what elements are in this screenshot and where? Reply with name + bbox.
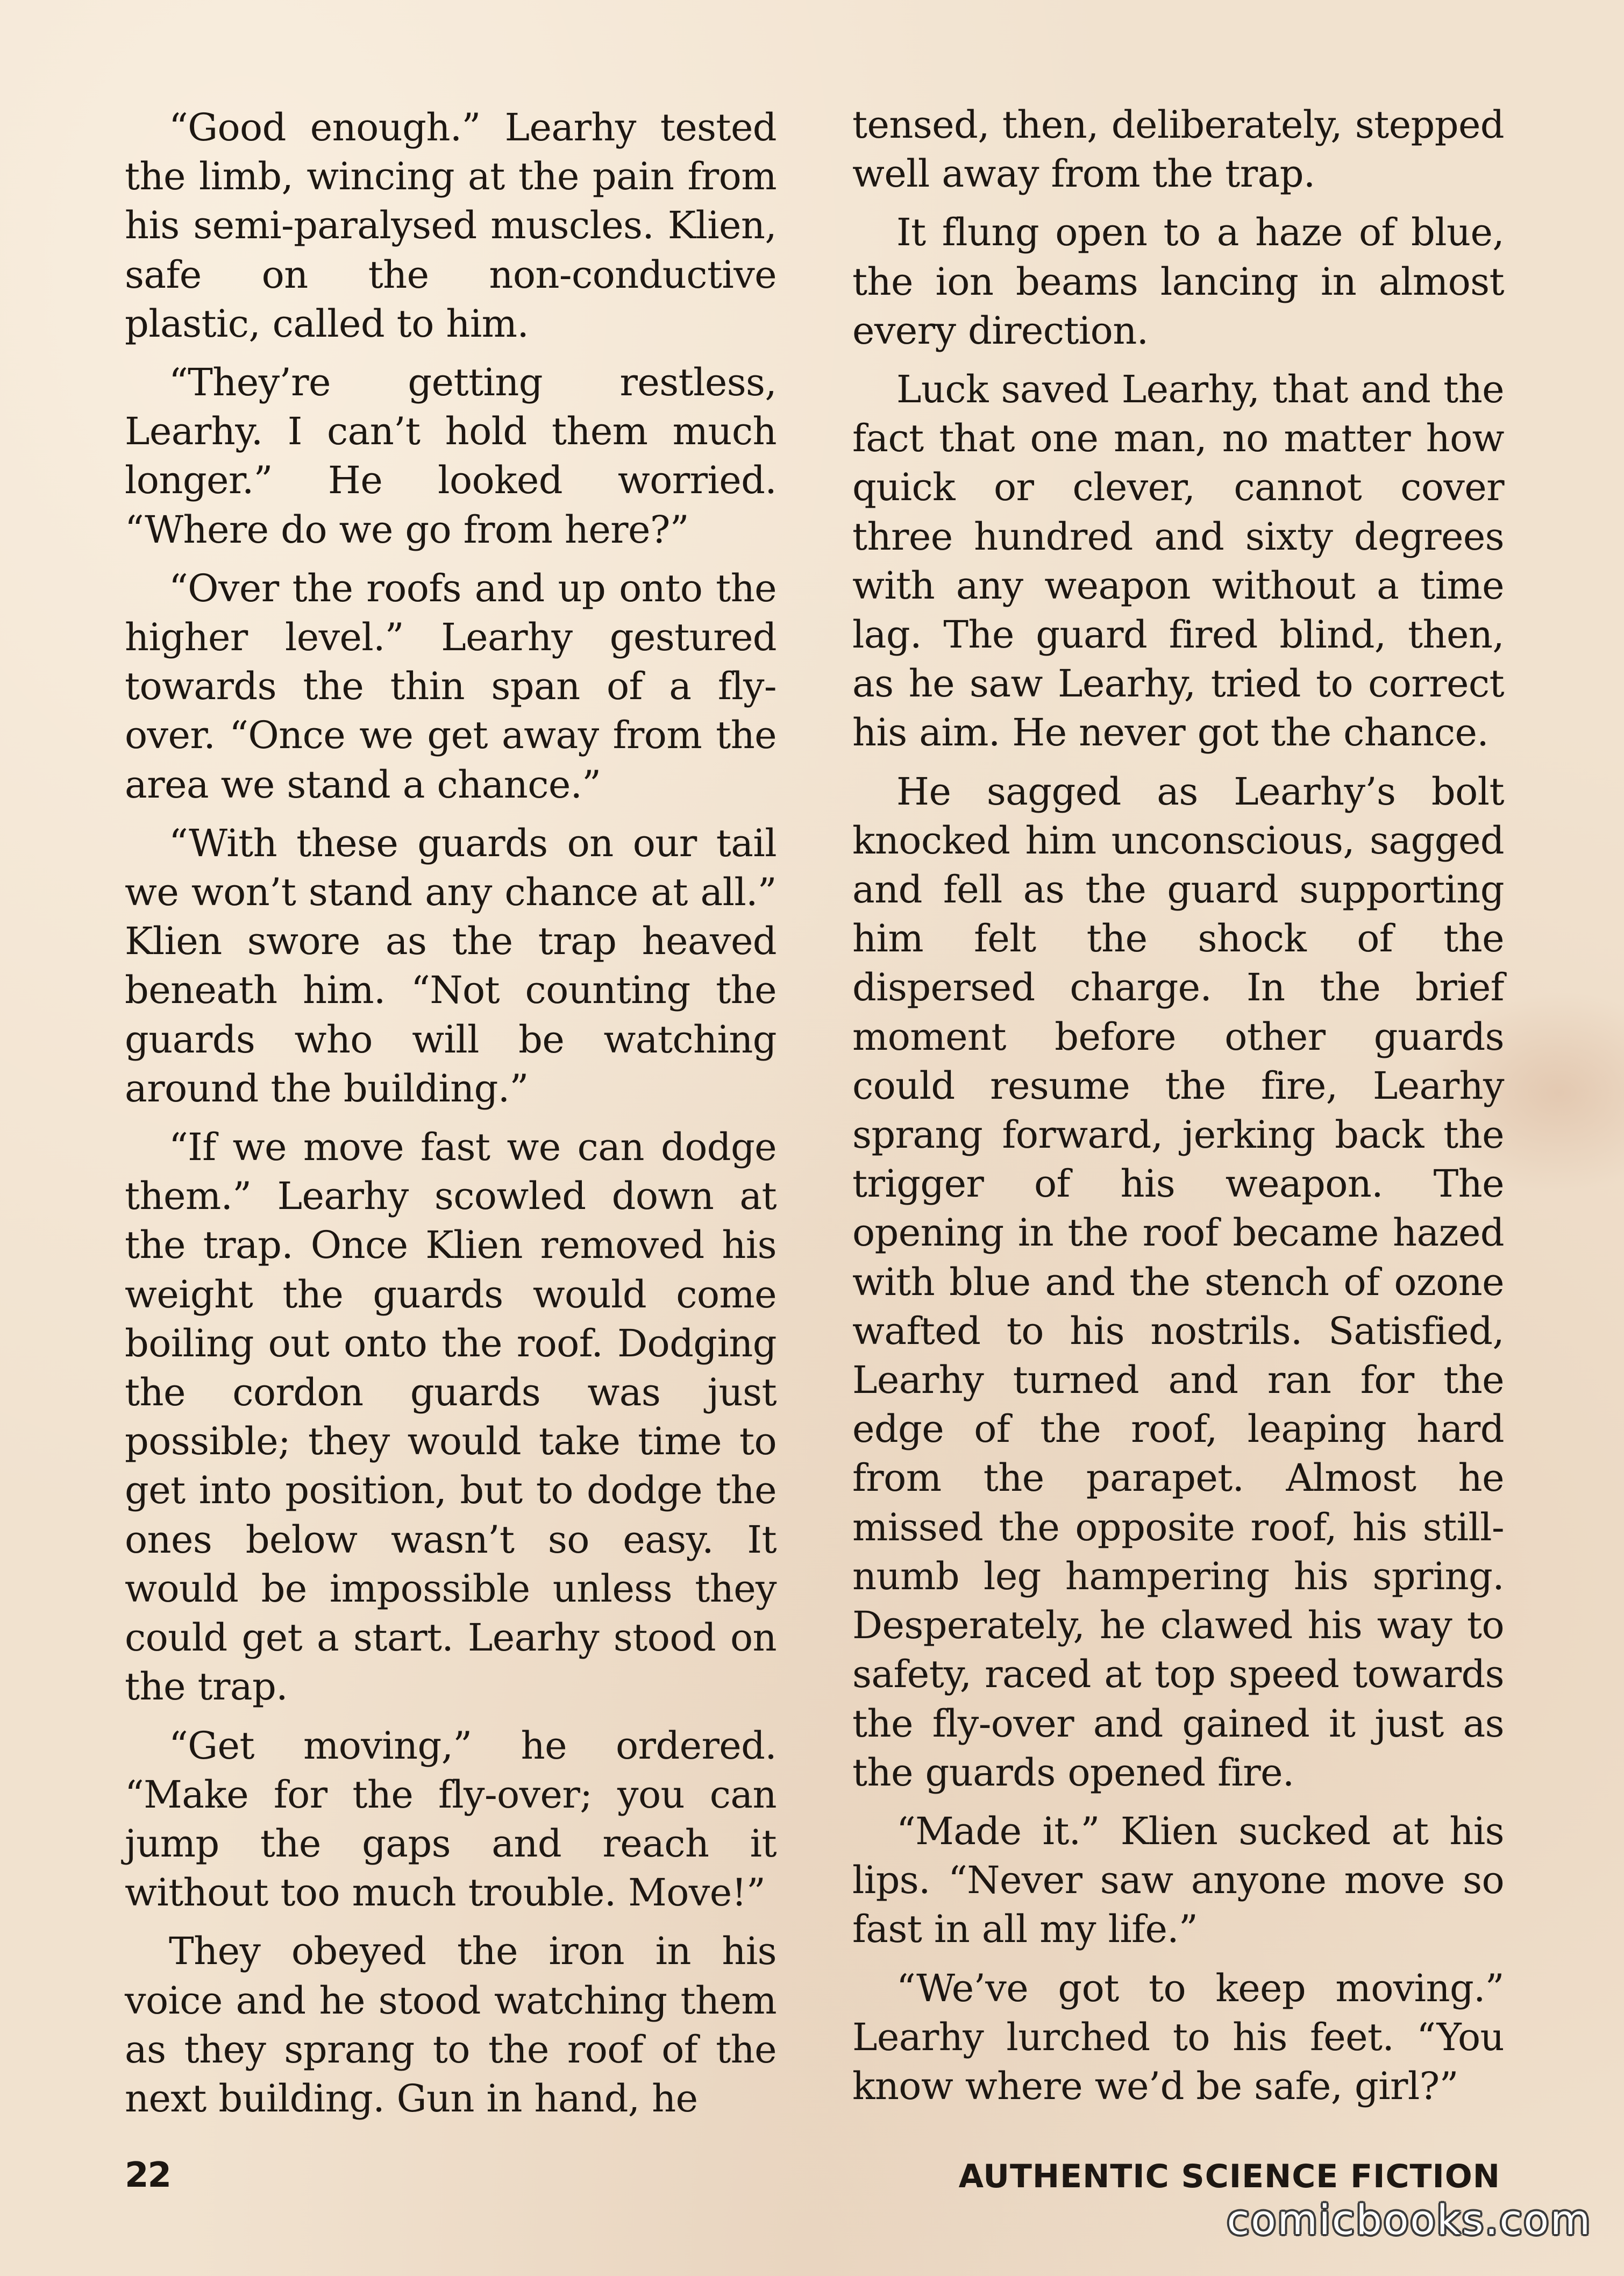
- paragraph: They obeyed the iron in his voice and he stood watching them as they sprang to the roof of the next building. Gun in hand, he: [125, 1929, 777, 2121]
- paragraph: “Made it.” Klien sucked at his lips. “Never saw anyone move so fast in all my life.”: [852, 1809, 1504, 1952]
- left-text-column: [125, 103, 777, 2133]
- paragraph: “Get moving,” he ordered. “Make for the fly-over; you can jump the gaps and reach it without too much trouble. Move!”: [125, 1723, 777, 1915]
- paragraph: “Good enough.” Learhy tested the limb, wincing at the pain from his semi-paralysed muscles. Klien, safe on the non-conductive plastic, called to him.: [125, 105, 777, 346]
- running-title: AUTHENTIC SCIENCE FICTION: [958, 2158, 1500, 2195]
- right-text-column: [852, 101, 1504, 2121]
- paragraph: “They’re getting restless, Learhy. I can’t hold them much longer.” He looked worried. “Where do we go from here?”: [125, 360, 777, 552]
- paragraph: It flung open to a haze of blue, the ion beams lancing in almost every direction.: [852, 210, 1504, 353]
- paragraph: “With these guards on our tail we won’t stand any chance at all.” Klien swore as the trap heaved beneath him. “Not counting the guards who will be watching around the building.”: [125, 821, 777, 1111]
- watermark: comicbooks.com: [1227, 2196, 1592, 2244]
- paragraph-continued: tensed, then, deliberately, stepped well away from the trap.: [852, 103, 1504, 196]
- paragraph: “If we move fast we can dodge them.” Learhy scowled down at the trap. Once Klien removed his weight the guards would come boiling out onto the roof. Dodging the cordon guards was just possible; they would take time to get into position, but to dodge the ones below wasn’t so easy. It would be impossible unless they could get a start. Learhy stood on the trap.: [125, 1125, 777, 1709]
- paragraph: “We’ve got to keep moving.” Learhy lurched to his feet. “You know where we’d be safe, girl?”: [852, 1966, 1504, 2108]
- paragraph: He sagged as Learhy’s bolt knocked him unconscious, sagged and fell as the guard supporting him felt the shock of the dispersed charge. In the brief moment before other guards could resume the fire, Learhy sprang forward, jerking back the trigger of his weapon. The opening in the roof became hazed with blue and the stench of ozone wafted to his nostrils. Satisfied, Learhy turned and ran for the edge of the roof, leaping hard from the parapet. Almost he missed the opposite roof, his still-numb leg hampering his spring. Desperately, he clawed his way to safety, raced at top speed towards the fly-over and gained it just as the guards opened fire.: [852, 769, 1504, 1795]
- paragraph: Luck saved Learhy, that and the fact that one man, no matter how quick or clever, cannot cover three hundred and sixty degrees with any weapon without a time lag. The guard fired blind, then, as he saw Learhy, tried to correct his aim. He never got the chance.: [852, 367, 1504, 755]
- paragraph: “Over the roofs and up onto the higher level.” Learhy gestured towards the thin span of a fly-over. “Once we get away from the area we stand a chance.”: [125, 566, 777, 807]
- page-number: 22: [125, 2156, 171, 2195]
